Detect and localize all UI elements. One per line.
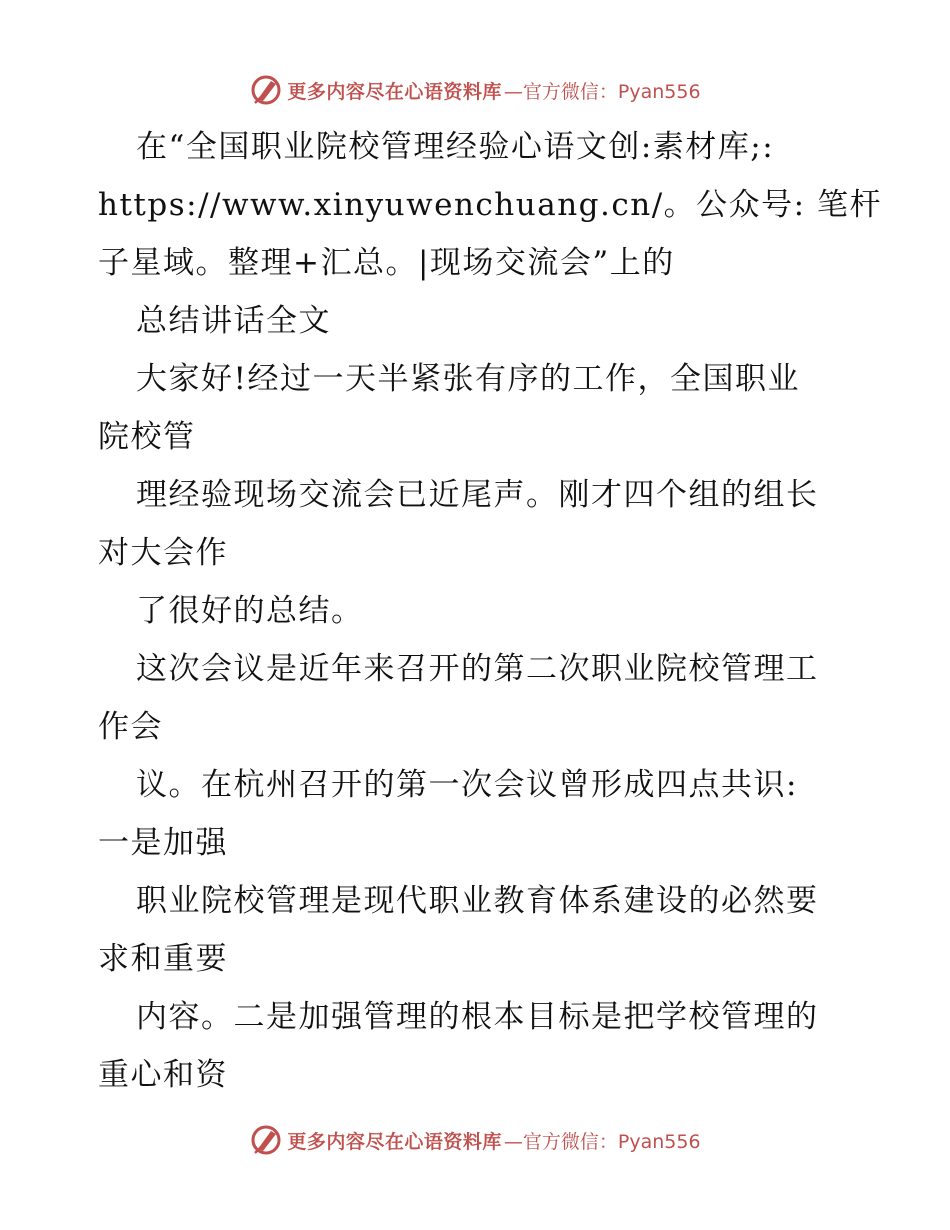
text-line: 子星域。整理+汇总。|现场交流会”上的 [98,245,675,281]
quill-logo-icon [249,73,283,107]
text-line: 重心和资 [98,1057,228,1093]
text-line: 院校管 [98,419,196,455]
text-line: 在“全国职业院校管理经验心语文创:素材库;: [136,129,775,165]
text-line: 求和重要 [98,941,228,977]
quill-logo-icon [249,1123,283,1157]
footer-watermark-banner [0,1122,950,1158]
document-body [98,118,882,1104]
text-line: 理经验现场交流会已近尾声。刚才四个组的组长 [136,477,819,513]
banner-contact-text: —官方微信：Pyan556 [503,1130,701,1153]
text-line: 对大会作 [98,535,228,571]
banner-contact-text: —官方微信：Pyan556 [503,80,701,103]
text-line: 这次会议是近年来召开的第二次职业院校管理工 [136,651,819,687]
text-line: 议。在杭州召开的第一次会议曾形成四点共识: [136,767,798,803]
text-line: 大家好!经过一天半紧张有序的工作，全国职业 [136,361,800,397]
text-line: 一是加强 [98,825,228,861]
text-line: 内容。二是加强管理的根本目标是把学校管理的 [136,999,819,1035]
text-line: 总结讲话全文 [136,303,331,339]
header-watermark-banner [0,72,950,108]
text-line: 作会 [98,709,163,745]
banner-main-text: 更多内容尽在心语资料库 [287,1130,502,1153]
text-line: https://www.xinyuwenchuang.cn/。公众号: 笔杆 [98,187,882,223]
text-line: 职业院校管理是现代职业教育体系建设的必然要 [136,883,819,919]
banner-main-text: 更多内容尽在心语资料库 [287,80,502,103]
text-line: 了很好的总结。 [136,593,364,629]
